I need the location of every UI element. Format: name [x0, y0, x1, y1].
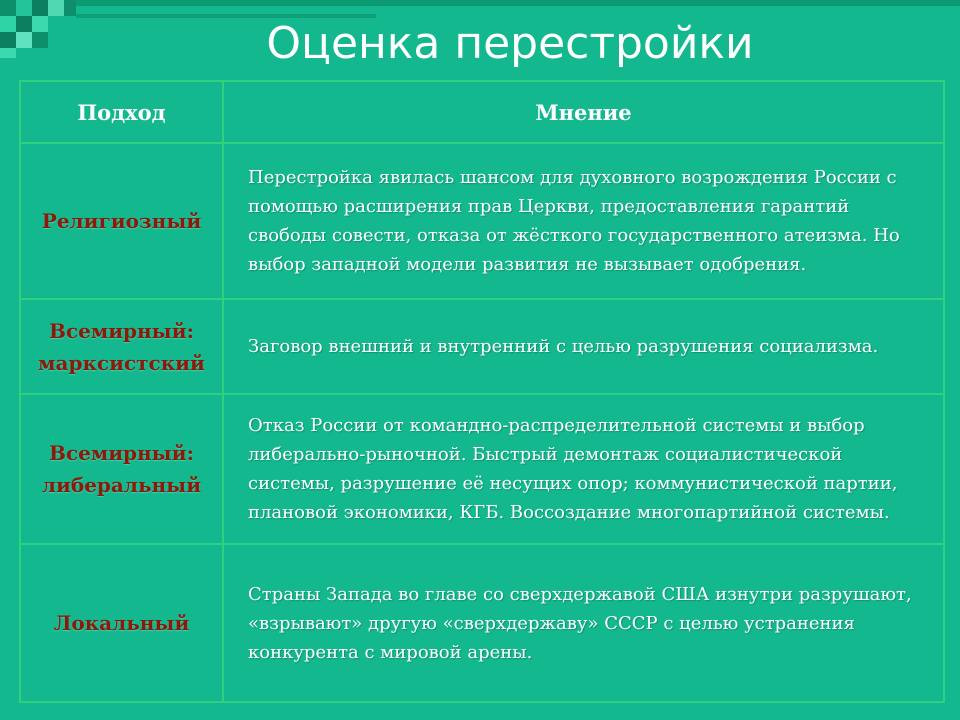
header-row [20, 81, 944, 143]
table-row [20, 394, 944, 544]
header-opinion: Мнение [223, 81, 944, 143]
approach-cell: Локальный [20, 544, 223, 702]
approach-cell: Всемирный: либеральный [20, 394, 223, 544]
opinion-cell [223, 394, 944, 544]
opinion-text: Перестройка явилась шансом для духовного возрождения России с помощью расширения прав Церкви, предоставления гарантий свободы совести, отказа от жёсткого государственного атеизма. Но выбор западной модели развития не вызывает одобрения. [248, 167, 900, 275]
slide-title: Оценка перестройки [266, 18, 754, 69]
approach-cell: Всемирный: марксистский [20, 299, 223, 394]
opinion-text: Отказ России от командно-распределительной системы и выбор либерально-рыночной. Быстрый демонтаж социалистической системы, разрушение её несущих опор; коммунистической партии, плановой экономики, КГБ. Воссоздание многопартийной системы. [248, 415, 898, 523]
opinion-cell [223, 544, 944, 702]
opinion-cell [223, 299, 944, 394]
approach-cell: Религиозный [20, 143, 223, 299]
opinion-text: Страны Запада во главе со сверхдержавой США изнутри разрушают, «взрывают» другую «сверхдержаву» СССР с целью устранения конкурента с мировой арены. [248, 583, 912, 663]
perestroika-table [19, 80, 945, 703]
opinion-text: Заговор внешний и внутренний с целью разрушения социализма. [248, 336, 879, 357]
table-row [20, 299, 944, 394]
table-row [20, 143, 944, 299]
header-approach: Подход [20, 81, 223, 143]
table-row [20, 544, 944, 702]
opinion-cell [223, 143, 944, 299]
